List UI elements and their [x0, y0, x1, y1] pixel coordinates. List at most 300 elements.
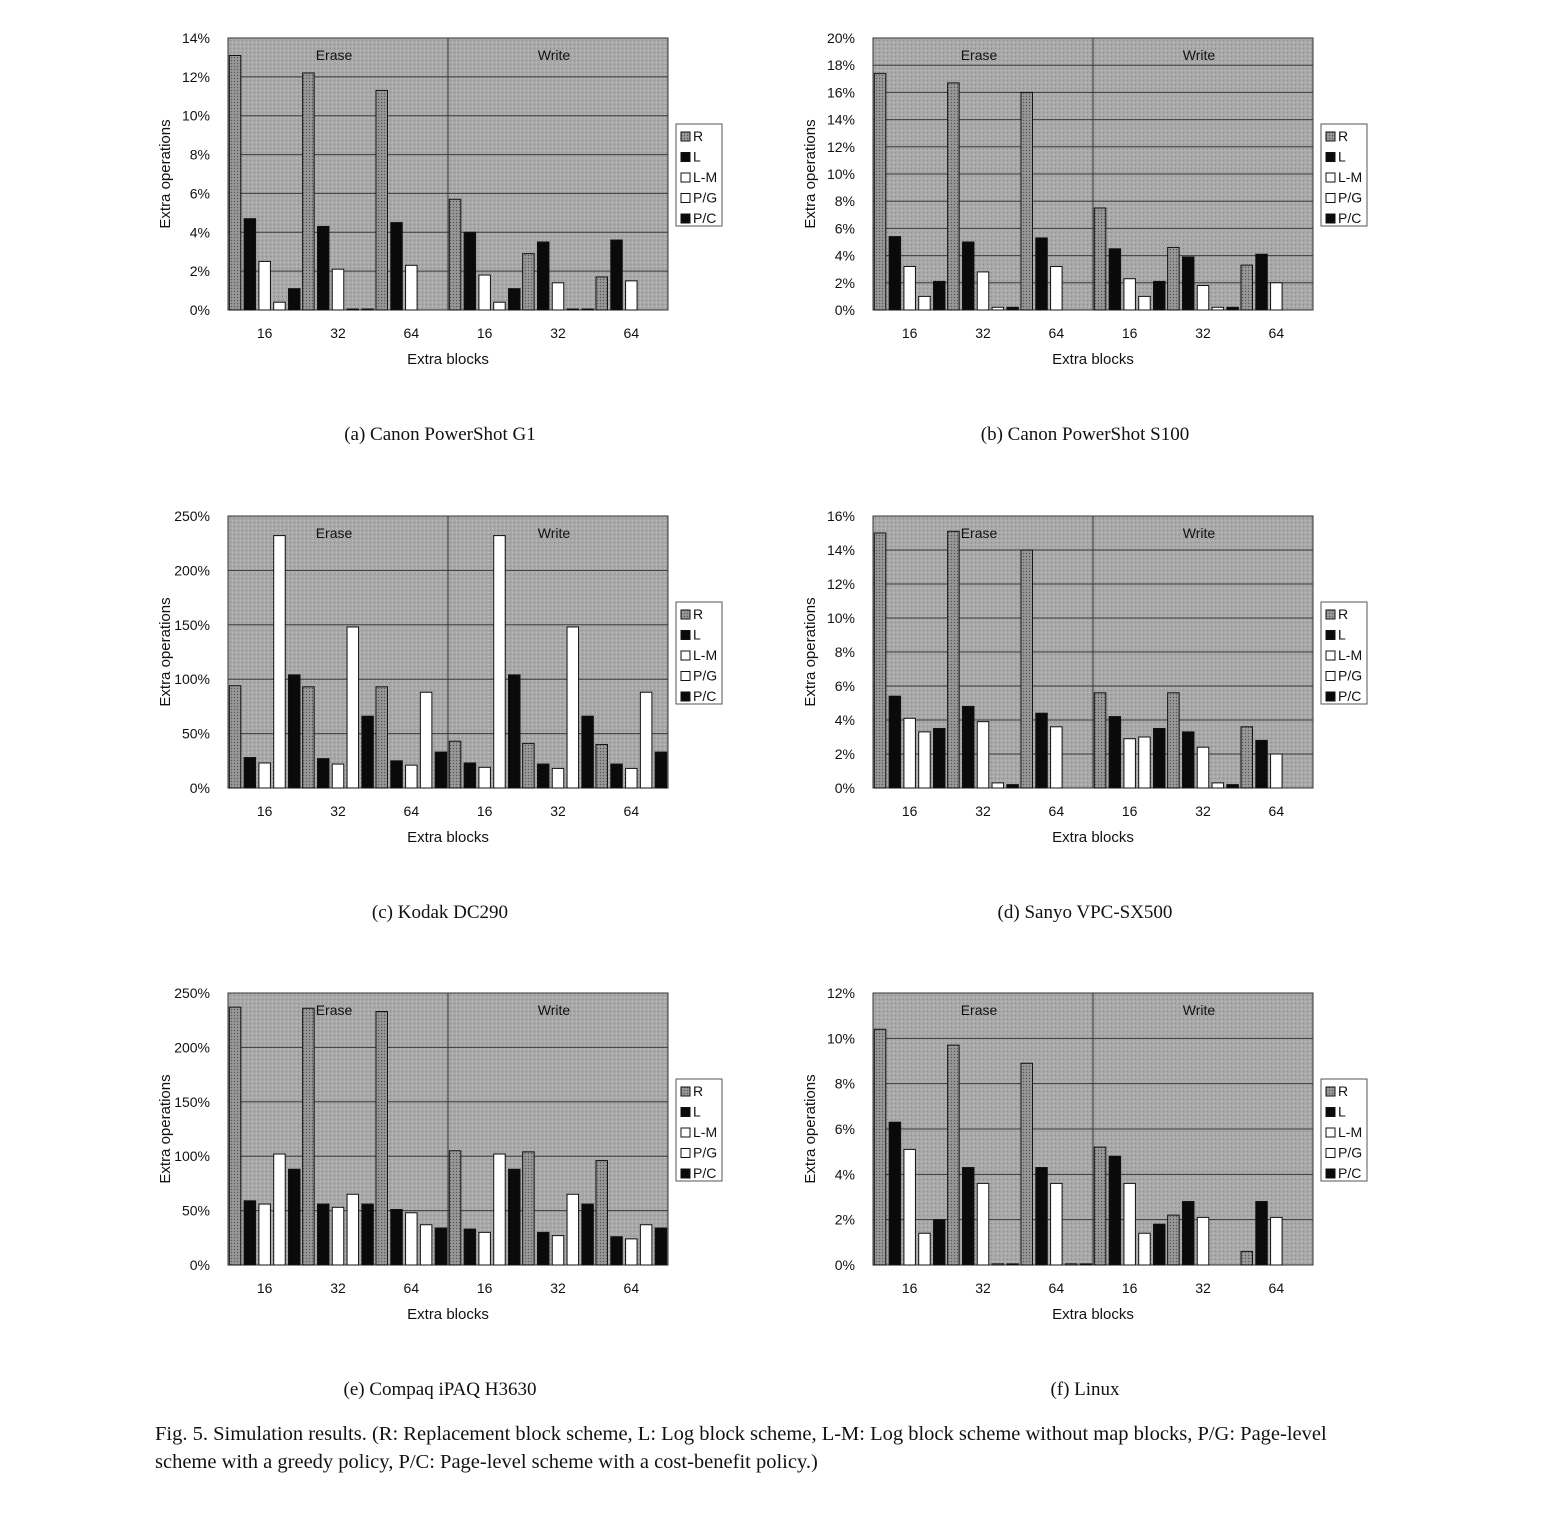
- bar-pc: [1007, 1264, 1019, 1265]
- bar-r: [1021, 1063, 1033, 1265]
- x-tick-label: 64: [403, 1280, 420, 1296]
- bar-r: [1241, 265, 1253, 310]
- bar-r: [449, 199, 461, 310]
- x-tick-label: 64: [623, 1280, 640, 1296]
- bar-pg: [420, 1225, 432, 1265]
- bar-r: [1168, 247, 1180, 310]
- legend-swatch: [681, 1108, 690, 1117]
- chart-c: [150, 502, 850, 902]
- y-tick-label: 8%: [834, 193, 855, 210]
- bar-l: [962, 242, 974, 310]
- legend-label: R: [693, 606, 704, 622]
- legend-label: L-M: [693, 1124, 718, 1140]
- group-label: Write: [537, 1002, 571, 1018]
- chart-panel-f: [795, 979, 1495, 1439]
- bar-l: [464, 763, 476, 788]
- group-label: Write: [1182, 1002, 1216, 1018]
- bar-l: [244, 758, 256, 788]
- bar-r: [1241, 1251, 1253, 1265]
- bar-pg: [567, 627, 579, 788]
- bar-r: [303, 687, 315, 788]
- x-tick-label: 16: [476, 803, 493, 819]
- y-tick-label: 150%: [174, 616, 210, 633]
- x-tick-label: 32: [550, 325, 566, 341]
- y-axis-label: Extra operations: [157, 1074, 174, 1184]
- x-axis-label: Extra blocks: [1052, 829, 1134, 846]
- bar-l: [1182, 257, 1194, 310]
- bar-pg: [919, 732, 931, 788]
- bar-l: [317, 759, 329, 788]
- y-tick-label: 6%: [189, 185, 210, 202]
- bar-lm: [904, 1149, 916, 1265]
- bar-lm: [1124, 1183, 1136, 1265]
- legend-label: P/G: [693, 189, 718, 206]
- bar-l: [889, 696, 901, 788]
- x-axis-label: Extra blocks: [1052, 351, 1134, 368]
- bar-l: [1109, 717, 1121, 788]
- chart-panel-c: [150, 502, 850, 962]
- bar-lm: [406, 1213, 418, 1265]
- bar-lm: [1124, 739, 1136, 788]
- bar-pg: [274, 1154, 286, 1265]
- bar-r: [229, 686, 241, 788]
- chart-panel-a: [150, 24, 850, 484]
- legend-label: L: [1338, 626, 1346, 643]
- y-tick-label: 14%: [826, 111, 855, 128]
- legend-label: R: [693, 128, 704, 144]
- y-tick-label: 0%: [189, 780, 210, 796]
- y-tick-label: 250%: [174, 508, 210, 524]
- x-tick-label: 64: [403, 803, 420, 819]
- x-axis-label: Extra blocks: [1052, 1306, 1134, 1323]
- bar-pg: [274, 302, 286, 310]
- y-axis-label: Extra operations: [802, 597, 819, 707]
- bar-r: [948, 1045, 960, 1265]
- bar-r: [874, 1029, 886, 1265]
- bar-l: [317, 226, 329, 310]
- legend-label: P/G: [693, 1144, 718, 1161]
- bar-pc: [1227, 307, 1239, 310]
- bar-pc: [509, 289, 521, 310]
- bar-l: [464, 232, 476, 310]
- bar-lm: [479, 1232, 491, 1265]
- x-tick-label: 32: [550, 1280, 566, 1296]
- y-tick-label: 4%: [189, 224, 210, 241]
- y-tick-label: 10%: [826, 166, 855, 182]
- bar-pc: [582, 1204, 594, 1265]
- legend-label: L: [693, 1103, 701, 1120]
- bar-r: [449, 1151, 461, 1265]
- legend-swatch: [681, 1087, 690, 1096]
- bar-l: [537, 242, 549, 310]
- bar-pc: [1007, 307, 1019, 310]
- legend-label: P/G: [693, 667, 718, 684]
- x-tick-label: 16: [476, 325, 493, 341]
- bar-l: [611, 240, 623, 310]
- y-axis-label: Extra operations: [802, 1074, 819, 1184]
- y-tick-label: 8%: [189, 146, 210, 163]
- chart-b: [795, 24, 1495, 424]
- x-tick-label: 64: [1268, 325, 1285, 341]
- bar-l: [391, 223, 403, 310]
- bar-lm: [977, 272, 989, 310]
- bar-r: [596, 1161, 608, 1265]
- bar-lm: [259, 763, 271, 788]
- legend-label: R: [1338, 1083, 1349, 1099]
- bar-pg: [640, 1225, 652, 1265]
- x-tick-label: 64: [1268, 1280, 1285, 1296]
- legend-label: P/C: [1338, 210, 1362, 226]
- legend-swatch: [681, 651, 690, 660]
- bar-lm: [479, 767, 491, 788]
- bar-pc: [509, 1169, 521, 1265]
- bar-pc: [582, 309, 594, 310]
- legend-label: P/G: [1338, 667, 1363, 684]
- group-label: Erase: [315, 525, 353, 541]
- bar-r: [596, 277, 608, 310]
- bar-lm: [406, 265, 418, 310]
- y-tick-label: 250%: [174, 985, 210, 1001]
- bar-pc: [655, 1228, 667, 1265]
- bar-l: [1256, 254, 1268, 310]
- bar-r: [874, 533, 886, 788]
- bar-r: [874, 73, 886, 310]
- legend-swatch: [681, 1169, 690, 1178]
- x-tick-label: 16: [1121, 1280, 1138, 1296]
- legend-swatch: [1326, 194, 1335, 203]
- legend-label: L-M: [693, 647, 718, 663]
- bar-r: [1021, 550, 1033, 788]
- y-tick-label: 4%: [834, 247, 855, 264]
- bar-l: [1036, 713, 1048, 788]
- y-tick-label: 50%: [181, 725, 210, 742]
- bar-pc: [1007, 785, 1019, 788]
- bar-lm: [1197, 286, 1209, 310]
- bar-pc: [289, 675, 301, 788]
- group-label: Erase: [315, 47, 353, 63]
- bar-pc: [1154, 1224, 1166, 1265]
- bar-lm: [552, 1236, 564, 1265]
- y-tick-label: 12%: [181, 68, 210, 85]
- bar-lm: [904, 266, 916, 310]
- legend-swatch: [681, 153, 690, 162]
- bar-l: [889, 237, 901, 310]
- bar-r: [523, 1152, 535, 1265]
- bar-lm: [1271, 1217, 1283, 1265]
- bar-l: [962, 706, 974, 788]
- bar-pg: [1139, 296, 1151, 310]
- x-tick-label: 32: [1195, 325, 1211, 341]
- legend-swatch: [1326, 631, 1335, 640]
- bar-pg: [494, 1154, 506, 1265]
- bar-r: [948, 531, 960, 788]
- bar-lm: [1271, 283, 1283, 310]
- y-axis-label: Extra operations: [157, 119, 174, 229]
- y-tick-label: 2%: [834, 746, 855, 762]
- x-tick-label: 32: [330, 803, 346, 819]
- y-tick-label: 10%: [826, 610, 855, 626]
- bar-pg: [494, 536, 506, 788]
- legend-label: P/C: [693, 210, 717, 226]
- legend-swatch: [1326, 610, 1335, 619]
- group-label: Erase: [315, 1002, 353, 1018]
- chart-e: [150, 979, 850, 1379]
- y-tick-label: 150%: [174, 1093, 210, 1110]
- bar-pg: [420, 692, 432, 788]
- x-tick-label: 64: [623, 803, 640, 819]
- y-tick-label: 10%: [181, 107, 210, 124]
- x-tick-label: 64: [1048, 325, 1065, 341]
- y-tick-label: 12%: [826, 138, 855, 155]
- legend-swatch: [1326, 153, 1335, 162]
- y-tick-label: 6%: [834, 1121, 855, 1137]
- bar-pg: [992, 783, 1004, 788]
- chart-caption: (e) Compaq iPAQ H3630: [343, 1379, 537, 1400]
- chart-caption: (d) Sanyo VPC-SX500: [997, 902, 1173, 923]
- legend-swatch: [681, 610, 690, 619]
- y-tick-label: 0%: [189, 1257, 210, 1273]
- bar-r: [948, 83, 960, 310]
- legend-swatch: [1326, 672, 1335, 681]
- bar-pg: [494, 302, 506, 310]
- y-tick-label: 200%: [174, 1039, 210, 1056]
- chart-d: [795, 502, 1495, 902]
- x-tick-label: 64: [1048, 803, 1065, 819]
- chart-panel-e: [150, 979, 850, 1439]
- bar-pg: [347, 627, 359, 788]
- bar-lm: [406, 765, 418, 788]
- bar-lm: [1051, 1183, 1062, 1265]
- group-label: Erase: [960, 525, 998, 541]
- bar-pc: [1154, 729, 1166, 789]
- x-tick-label: 16: [901, 803, 918, 819]
- bar-lm: [332, 1207, 344, 1265]
- chart-caption: (c) Kodak DC290: [371, 902, 509, 923]
- legend-swatch: [1326, 132, 1335, 141]
- bar-l: [244, 1201, 256, 1265]
- chart-caption: (f) Linux: [1050, 1379, 1120, 1400]
- bar-lm: [1271, 754, 1283, 788]
- bar-r: [1021, 92, 1033, 310]
- y-tick-label: 14%: [826, 542, 855, 558]
- bar-pc: [934, 729, 946, 789]
- x-tick-label: 64: [623, 325, 640, 341]
- y-tick-label: 16%: [826, 84, 855, 101]
- bar-l: [1036, 1168, 1048, 1265]
- group-label: Write: [1182, 525, 1216, 541]
- bar-pg: [919, 296, 931, 310]
- y-tick-label: 2%: [834, 1211, 855, 1228]
- x-tick-label: 16: [901, 1280, 918, 1296]
- bar-l: [1182, 732, 1194, 788]
- legend-label: R: [1338, 128, 1349, 144]
- chart-a: [150, 24, 850, 424]
- y-tick-label: 200%: [174, 562, 210, 579]
- bar-r: [303, 1008, 315, 1265]
- bar-pg: [640, 692, 652, 788]
- y-tick-label: 0%: [834, 1257, 855, 1273]
- chart-panel-d: [795, 502, 1495, 962]
- bar-lm: [1051, 266, 1062, 310]
- legend-label: P/G: [1338, 189, 1363, 206]
- bar-lm: [626, 768, 638, 788]
- bar-lm: [977, 722, 989, 788]
- legend-swatch: [681, 631, 690, 640]
- bar-r: [1094, 693, 1106, 788]
- legend-label: P/C: [693, 688, 717, 704]
- y-tick-label: 16%: [826, 508, 855, 524]
- bar-pc: [362, 716, 374, 788]
- bar-lm: [977, 1183, 989, 1265]
- bar-pg: [992, 307, 1004, 310]
- y-tick-label: 0%: [189, 302, 210, 318]
- legend-swatch: [1326, 173, 1335, 182]
- y-tick-label: 50%: [181, 1202, 210, 1219]
- y-axis-label: Extra operations: [157, 597, 174, 707]
- bar-r: [596, 744, 608, 788]
- bar-lm: [1197, 747, 1209, 788]
- x-tick-label: 64: [403, 325, 420, 341]
- x-tick-label: 16: [1121, 325, 1138, 341]
- bar-pg: [1139, 1233, 1151, 1265]
- bar-r: [1094, 1147, 1106, 1265]
- bar-r: [1094, 208, 1106, 310]
- legend-swatch: [681, 214, 690, 223]
- y-tick-label: 4%: [834, 1166, 855, 1183]
- bar-r: [303, 73, 315, 310]
- legend-swatch: [681, 173, 690, 182]
- legend-label: L-M: [1338, 169, 1363, 185]
- x-tick-label: 64: [1268, 803, 1285, 819]
- bar-lm: [259, 1204, 271, 1265]
- x-tick-label: 16: [256, 803, 273, 819]
- legend-label: P/C: [1338, 1165, 1362, 1181]
- x-tick-label: 16: [1121, 803, 1138, 819]
- bar-lm: [552, 283, 564, 310]
- bar-lm: [626, 1239, 638, 1265]
- legend-swatch: [1326, 1149, 1335, 1158]
- bar-l: [391, 761, 403, 788]
- group-label: Write: [1182, 47, 1216, 63]
- x-axis-label: Extra blocks: [407, 1306, 489, 1323]
- legend-swatch: [1326, 651, 1335, 660]
- bar-lm: [259, 261, 271, 310]
- bar-pc: [1080, 1264, 1092, 1265]
- chart-caption: (a) Canon PowerShot G1: [344, 424, 536, 445]
- bar-pg: [992, 1264, 1004, 1265]
- x-tick-label: 32: [330, 325, 346, 341]
- legend-swatch: [1326, 214, 1335, 223]
- x-tick-label: 64: [1048, 1280, 1065, 1296]
- bar-lm: [332, 269, 344, 310]
- legend-swatch: [681, 132, 690, 141]
- legend-swatch: [1326, 1108, 1335, 1117]
- bar-lm: [479, 275, 491, 310]
- y-tick-label: 100%: [174, 1148, 210, 1165]
- bar-l: [962, 1168, 974, 1265]
- x-tick-label: 32: [975, 325, 991, 341]
- bar-l: [889, 1122, 901, 1265]
- legend-label: R: [1338, 606, 1349, 622]
- chart-panel-b: [795, 24, 1495, 484]
- x-tick-label: 32: [975, 803, 991, 819]
- legend-label: P/G: [1338, 1144, 1363, 1161]
- bar-pg: [1139, 737, 1151, 788]
- x-tick-label: 32: [1195, 803, 1211, 819]
- y-tick-label: 8%: [834, 1075, 855, 1092]
- bar-lm: [1051, 727, 1062, 788]
- bar-lm: [1197, 1217, 1209, 1265]
- group-label: Write: [537, 525, 571, 541]
- bar-pc: [362, 1204, 374, 1265]
- bar-r: [523, 743, 535, 788]
- bar-lm: [332, 764, 344, 788]
- y-tick-label: 12%: [826, 985, 855, 1001]
- bar-r: [523, 254, 535, 310]
- bar-l: [1109, 1156, 1121, 1265]
- legend-swatch: [681, 692, 690, 701]
- x-tick-label: 16: [256, 325, 273, 341]
- bar-l: [317, 1204, 329, 1265]
- y-tick-label: 6%: [834, 220, 855, 237]
- bar-l: [1109, 249, 1121, 310]
- bar-lm: [1124, 279, 1136, 310]
- legend-swatch: [681, 194, 690, 203]
- legend-label: R: [693, 1083, 704, 1099]
- y-tick-label: 0%: [834, 780, 855, 796]
- bar-pc: [435, 1228, 447, 1265]
- figure-caption: Fig. 5. Simulation results. (R: Replacement block scheme, L: Log block scheme, L-M: Log block scheme without map blocks, P/G: Page-level scheme with a greedy policy, P/C: Page-level scheme with a cost-benefit policy.): [155, 1423, 1327, 1473]
- group-label: Erase: [960, 47, 998, 63]
- bar-lm: [552, 768, 564, 788]
- legend-swatch: [681, 1149, 690, 1158]
- y-axis-label: Extra operations: [802, 119, 819, 229]
- bar-r: [376, 90, 388, 310]
- bar-pg: [919, 1233, 931, 1265]
- bar-r: [229, 55, 241, 310]
- bar-pg: [347, 309, 359, 310]
- bar-r: [1168, 693, 1180, 788]
- bar-r: [1168, 1215, 1180, 1265]
- bar-pg: [567, 309, 579, 310]
- legend-label: P/C: [693, 1165, 717, 1181]
- bar-r: [1241, 727, 1253, 788]
- y-tick-label: 18%: [826, 57, 855, 74]
- bar-pc: [582, 716, 594, 788]
- x-tick-label: 16: [901, 325, 918, 341]
- bar-pc: [655, 752, 667, 788]
- chart-f: [795, 979, 1495, 1379]
- bar-pg: [1065, 1264, 1077, 1265]
- legend-swatch: [1326, 1087, 1335, 1096]
- bar-pc: [289, 1169, 301, 1265]
- chart-caption: (b) Canon PowerShot S100: [980, 424, 1190, 445]
- legend-label: L-M: [1338, 1124, 1363, 1140]
- legend-label: L: [693, 148, 701, 165]
- group-label: Erase: [960, 1002, 998, 1018]
- legend-swatch: [681, 672, 690, 681]
- y-tick-label: 2%: [834, 274, 855, 291]
- x-axis-label: Extra blocks: [407, 829, 489, 846]
- y-tick-label: 6%: [834, 678, 855, 694]
- bar-l: [611, 764, 623, 788]
- x-tick-label: 16: [256, 1280, 273, 1296]
- y-tick-label: 12%: [826, 576, 855, 592]
- bar-r: [449, 741, 461, 788]
- legend-swatch: [1326, 1128, 1335, 1137]
- legend-label: L: [1338, 148, 1346, 165]
- bar-pc: [934, 1220, 946, 1265]
